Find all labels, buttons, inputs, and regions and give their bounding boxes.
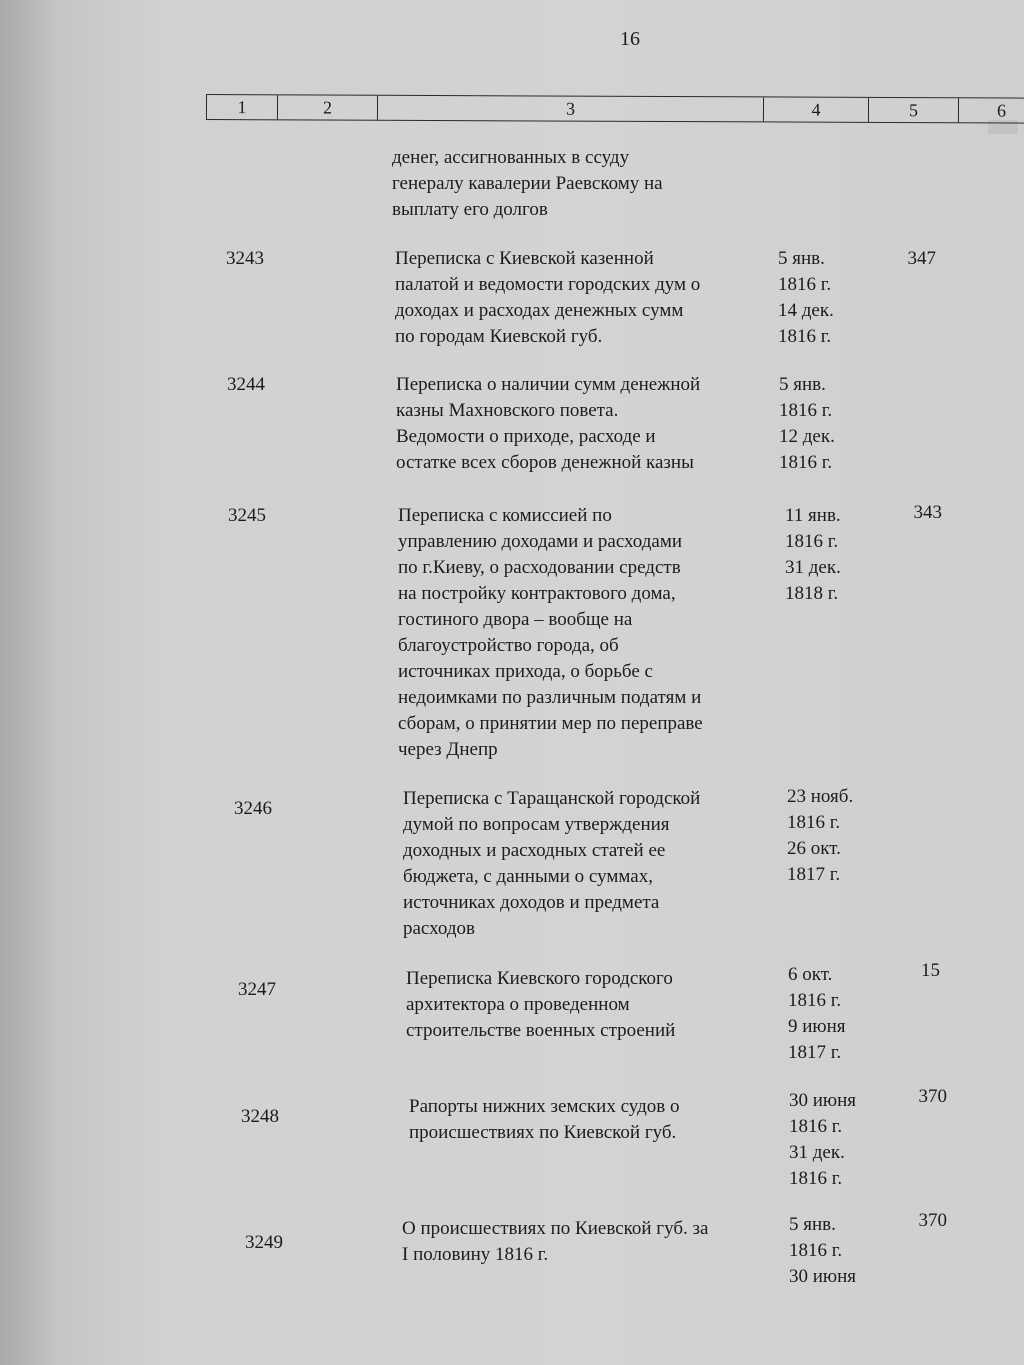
record-description — [403, 786, 783, 942]
page-number: 16 — [620, 28, 640, 50]
date-line: 23 нояб. — [787, 786, 854, 807]
date-line: 14 дек. — [778, 300, 834, 321]
text-line: денег, ассигнованных в ссуду — [392, 147, 630, 168]
date-line: 1816 г. — [785, 531, 839, 552]
date-line: 5 янв. — [779, 374, 826, 395]
text-line: источниках прихода, о борьбе с — [398, 661, 653, 682]
text-line: благоустройство города, об — [398, 635, 619, 656]
record-number: 3246 — [234, 798, 272, 819]
text-line: остатке всех сборов денежной казны — [396, 452, 694, 473]
text-line: Переписка Киевского городского — [406, 968, 673, 989]
text-line: архитектора о проведенном — [406, 994, 630, 1015]
record-dates — [779, 372, 879, 476]
date-line: 12 дек. — [779, 426, 835, 447]
column-header-2: 2 — [277, 95, 377, 119]
date-line: 6 окт. — [788, 964, 833, 985]
text-line: Рапорты нижних земских судов о — [409, 1096, 680, 1117]
record-number: 3249 — [245, 1232, 283, 1253]
record-number: 3244 — [227, 374, 265, 395]
continuation-text — [392, 145, 772, 223]
date-line: 1816 г. — [779, 400, 833, 421]
column-header-row — [206, 94, 1024, 124]
record-pages: 347 — [907, 248, 936, 269]
date-line: 5 янв. — [789, 1214, 836, 1235]
record-number: 3248 — [241, 1106, 279, 1127]
record-dates — [789, 1088, 889, 1192]
text-line: Переписка о наличии сумм денежной — [396, 374, 701, 395]
text-line: Ведомости о приходе, расходе и — [396, 426, 656, 447]
text-line: недоимками по различным податям и — [398, 687, 702, 708]
date-line: 30 июня — [789, 1090, 857, 1111]
date-line: 1816 г. — [789, 1168, 843, 1189]
record-description — [406, 966, 786, 1044]
column-header-3: 3 — [377, 96, 763, 122]
date-line: 1816 г. — [789, 1240, 843, 1261]
record-description — [396, 372, 776, 476]
text-line: управлению доходами и расходами — [398, 531, 683, 552]
text-line: на постройку контрактового дома, — [398, 583, 676, 604]
date-line: 1818 г. — [785, 583, 839, 604]
column-header-6: 6 — [958, 98, 1024, 122]
column-header-1: 1 — [237, 96, 247, 117]
text-line: выплату его долгов — [392, 199, 548, 220]
column-header-5: 5 — [868, 98, 958, 122]
record-pages: 370 — [918, 1210, 947, 1231]
date-line: 11 янв. — [785, 505, 841, 526]
text-line: по г.Киеву, о расходовании средств — [398, 557, 681, 578]
text-line: строительстве военных строений — [406, 1020, 676, 1041]
date-line: 1816 г. — [778, 326, 832, 347]
date-line: 1816 г. — [789, 1116, 843, 1137]
record-dates — [785, 503, 885, 607]
text-line: происшествиях по Киевской губ. — [409, 1122, 677, 1143]
text-line: источниках доходов и предмета — [403, 892, 660, 913]
text-line: сборам, о принятии мер по переправе — [398, 713, 703, 734]
record-description — [409, 1094, 789, 1146]
record-pages: 15 — [921, 960, 940, 981]
record-dates — [789, 1212, 889, 1290]
record-number: 3247 — [238, 979, 276, 1000]
text-line: думой по вопросам утверждения — [403, 814, 670, 835]
text-line: расходов — [403, 918, 475, 939]
text-line: генералу кавалерии Раевскому на — [392, 173, 663, 194]
date-line: 1816 г. — [778, 274, 832, 295]
record-dates — [778, 246, 878, 350]
date-line: 9 июня — [788, 1016, 846, 1037]
record-number: 3245 — [228, 505, 266, 526]
date-line: 1816 г. — [787, 812, 841, 833]
text-line: Переписка с комиссией по — [398, 505, 612, 526]
record-number: 3243 — [226, 248, 264, 269]
text-line: I половину 1816 г. — [402, 1244, 549, 1265]
text-line: по городам Киевской губ. — [395, 326, 603, 347]
record-dates — [787, 784, 887, 888]
date-line: 1816 г. — [788, 990, 842, 1011]
record-pages: 343 — [913, 502, 942, 523]
record-description — [398, 503, 778, 763]
record-description — [402, 1216, 782, 1268]
text-line: доходах и расходах денежных сумм — [395, 300, 684, 321]
column-header-4: 4 — [763, 97, 868, 121]
date-line: 1817 г. — [788, 1042, 842, 1063]
text-line: доходных и расходных статей ее — [403, 840, 666, 861]
date-line: 1816 г. — [779, 452, 833, 473]
text-line: Переписка с Киевской казенной — [395, 248, 654, 269]
text-line: О происшествиях по Киевской губ. за — [402, 1218, 709, 1239]
text-line: гостиного двора – вообще на — [398, 609, 633, 630]
text-line: палатой и ведомости городских дум о — [395, 274, 701, 295]
date-line: 30 июня — [789, 1266, 857, 1287]
text-line: бюджета, с данными о суммах, — [403, 866, 653, 887]
text-line: через Днепр — [398, 739, 498, 760]
date-line: 26 окт. — [787, 838, 841, 859]
text-line: казны Махновского повета. — [396, 400, 619, 421]
date-line: 31 дек. — [785, 557, 841, 578]
text-line: Переписка с Таращанской городской — [403, 788, 701, 809]
record-dates — [788, 962, 888, 1066]
record-description — [395, 246, 775, 350]
date-line: 31 дек. — [789, 1142, 845, 1163]
date-line: 5 янв. — [778, 248, 825, 269]
record-pages: 370 — [918, 1086, 947, 1107]
date-line: 1817 г. — [787, 864, 841, 885]
